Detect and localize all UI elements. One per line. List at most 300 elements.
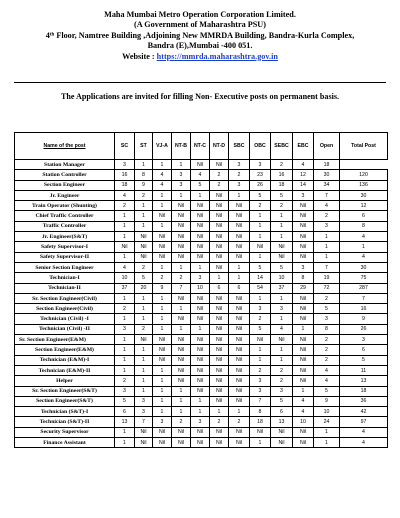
table-cell: 3 bbox=[135, 396, 153, 406]
table-cell: 10 bbox=[271, 273, 293, 283]
table-cell: 9 bbox=[340, 314, 388, 324]
post-name-cell: Train Operator (Shunting) bbox=[15, 201, 115, 211]
table-cell: Nil bbox=[153, 252, 172, 262]
table-cell: Nil bbox=[191, 427, 210, 437]
table-cell: 1 bbox=[153, 190, 172, 200]
post-name-cell: Technician (S&T)-I bbox=[15, 407, 115, 417]
table-cell: 2 bbox=[314, 293, 340, 303]
table-cell: Nil bbox=[191, 345, 210, 355]
table-cell: 1 bbox=[115, 293, 135, 303]
post-name-cell: Jr. Engineer(S&T) bbox=[15, 232, 115, 242]
table-cell: 3 bbox=[172, 170, 191, 180]
table-cell: Nil bbox=[229, 201, 250, 211]
table-cell: Nil bbox=[153, 242, 172, 252]
table-cell: Nil bbox=[135, 438, 153, 448]
table-cell: Nil bbox=[210, 304, 229, 314]
table-cell: Nil bbox=[293, 201, 314, 211]
table-cell: Nil bbox=[271, 335, 293, 345]
address-line-2: Bandra (E),Mumbai -400 051. bbox=[147, 41, 253, 51]
table-cell: 2 bbox=[115, 201, 135, 211]
table-cell: 3 bbox=[191, 273, 210, 283]
table-cell: Nil bbox=[293, 242, 314, 252]
post-name-cell: Technician (Civil) -I bbox=[15, 314, 115, 324]
table-header-row bbox=[15, 133, 388, 160]
table-cell: Nil bbox=[229, 386, 250, 396]
table-cell: 1 bbox=[115, 221, 135, 231]
column-header: EBC bbox=[293, 133, 314, 160]
table-cell: 5 bbox=[250, 262, 271, 272]
table-cell: 4 bbox=[340, 232, 388, 242]
table-cell: Nil bbox=[250, 335, 271, 345]
table-cell: 10 bbox=[115, 273, 135, 283]
table-cell: 4 bbox=[153, 180, 172, 190]
table-cell: 5 bbox=[271, 190, 293, 200]
table-cell: 1 bbox=[340, 242, 388, 252]
table-cell: 11 bbox=[340, 365, 388, 375]
table-cell: 1 bbox=[135, 376, 153, 386]
table-cell: 3 bbox=[229, 180, 250, 190]
table-cell: 2 bbox=[250, 314, 271, 324]
table-cell: 97 bbox=[340, 417, 388, 427]
table-cell: Nil bbox=[293, 376, 314, 386]
table-cell: Nil bbox=[293, 211, 314, 221]
table-cell: 2 bbox=[314, 355, 340, 365]
table-cell: 10 bbox=[191, 283, 210, 293]
table-cell: 9 bbox=[153, 283, 172, 293]
table-cell: 1 bbox=[271, 232, 293, 242]
post-name-cell: Jr. Engineer bbox=[15, 190, 115, 200]
post-name-cell: Sr. Section Engineer(E&M) bbox=[15, 335, 115, 345]
table-cell: 1 bbox=[115, 211, 135, 221]
table-cell: 1 bbox=[153, 386, 172, 396]
table-cell: 1 bbox=[172, 407, 191, 417]
table-cell: 1 bbox=[172, 386, 191, 396]
column-header: Name of the post bbox=[15, 133, 115, 160]
table-cell: 6 bbox=[229, 283, 250, 293]
table-cell: 18 bbox=[250, 417, 271, 427]
header-divider bbox=[14, 82, 386, 83]
table-cell: Nil bbox=[210, 355, 229, 365]
table-cell: 1 bbox=[229, 407, 250, 417]
table-cell: 1 bbox=[115, 314, 135, 324]
table-cell: Nil bbox=[172, 335, 191, 345]
table-cell: 1 bbox=[172, 324, 191, 334]
table-cell: 10 bbox=[293, 417, 314, 427]
table-cell: 1 bbox=[172, 190, 191, 200]
table-cell: 8 bbox=[314, 324, 340, 334]
table-cell: 3 bbox=[250, 376, 271, 386]
table-cell: 3 bbox=[115, 160, 135, 170]
table-cell: 2 bbox=[271, 160, 293, 170]
table-cell: 4 bbox=[153, 170, 172, 180]
table-row bbox=[15, 314, 388, 324]
table-cell: Nil bbox=[229, 335, 250, 345]
table-cell: Nil bbox=[172, 221, 191, 231]
table-cell: 1 bbox=[115, 355, 135, 365]
table-cell: 10 bbox=[314, 407, 340, 417]
table-cell: 1 bbox=[314, 438, 340, 448]
table-cell: 9 bbox=[314, 396, 340, 406]
table-cell: 1 bbox=[229, 273, 250, 283]
table-cell: Nil bbox=[210, 190, 229, 200]
letterhead bbox=[20, 10, 380, 62]
table-cell: 1 bbox=[172, 160, 191, 170]
table-row bbox=[15, 160, 388, 170]
post-name-cell: Technician (S&T)-II bbox=[15, 417, 115, 427]
table-cell: Nil bbox=[271, 438, 293, 448]
table-cell: Nil bbox=[271, 242, 293, 252]
table-cell: Nil bbox=[210, 427, 229, 437]
table-cell: 1 bbox=[153, 221, 172, 231]
table-cell: 1 bbox=[191, 190, 210, 200]
table-cell: 7 bbox=[135, 417, 153, 427]
table-cell: Nil bbox=[229, 365, 250, 375]
table-cell: Nil bbox=[293, 345, 314, 355]
table-cell: 2 bbox=[229, 170, 250, 180]
table-cell: Nil bbox=[153, 427, 172, 437]
table-row bbox=[15, 376, 388, 386]
table-cell: Nil bbox=[229, 252, 250, 262]
table-cell: 3 bbox=[172, 180, 191, 190]
post-name-cell: Section Engineer(S&T) bbox=[15, 396, 115, 406]
table-cell: 1 bbox=[135, 304, 153, 314]
table-cell: 13 bbox=[340, 376, 388, 386]
table-cell: 5 bbox=[340, 355, 388, 365]
table-cell: 2 bbox=[250, 201, 271, 211]
column-header: SBC bbox=[229, 133, 250, 160]
column-header: NT-C bbox=[191, 133, 210, 160]
table-cell: Nil bbox=[229, 242, 250, 252]
table-cell: Nil bbox=[172, 293, 191, 303]
table-cell: 18 bbox=[314, 160, 340, 170]
table-cell: 14 bbox=[250, 273, 271, 283]
table-cell: 5 bbox=[135, 273, 153, 283]
post-name-cell: Chief Traffic Controller bbox=[15, 211, 115, 221]
website-link[interactable]: https://mmrda.maharashtra.gov.in bbox=[156, 51, 278, 61]
table-cell: Nil bbox=[172, 242, 191, 252]
table-cell: Nil bbox=[293, 427, 314, 437]
table-cell: Nil bbox=[210, 345, 229, 355]
table-cell: 3 bbox=[115, 324, 135, 334]
table-cell: Nil bbox=[210, 396, 229, 406]
table-cell: Nil bbox=[210, 201, 229, 211]
post-name-cell: Section Engineer bbox=[15, 180, 115, 190]
table-cell: 1 bbox=[135, 201, 153, 211]
table-cell: 3 bbox=[340, 335, 388, 345]
post-name-cell: Safety Supervisor-I bbox=[15, 242, 115, 252]
table-cell: Nil bbox=[191, 386, 210, 396]
table-cell: Nil bbox=[153, 232, 172, 242]
table-cell: Nil bbox=[191, 376, 210, 386]
table-cell: 4 bbox=[271, 324, 293, 334]
table-cell: Nil bbox=[172, 314, 191, 324]
table-cell: Nil bbox=[229, 324, 250, 334]
table-cell: 4 bbox=[115, 190, 135, 200]
table-cell: 18 bbox=[340, 386, 388, 396]
table-row bbox=[15, 324, 388, 334]
table-cell: Nil bbox=[172, 201, 191, 211]
post-name-cell: Technician-II bbox=[15, 283, 115, 293]
post-name-cell: Finance Assistant bbox=[15, 438, 115, 448]
table-cell: 72 bbox=[314, 283, 340, 293]
table-cell: 7 bbox=[314, 190, 340, 200]
table-cell: 1 bbox=[153, 262, 172, 272]
table-cell: Nil bbox=[293, 232, 314, 242]
table-cell: 2 bbox=[314, 345, 340, 355]
table-row bbox=[15, 170, 388, 180]
table-cell: Nil bbox=[191, 252, 210, 262]
table-cell: Nil bbox=[191, 335, 210, 345]
post-name-cell: Traffic Controller bbox=[15, 221, 115, 231]
table-cell: 3 bbox=[314, 314, 340, 324]
table-cell: Nil bbox=[229, 211, 250, 221]
column-header: Total Post bbox=[340, 133, 388, 160]
table-cell: Nil bbox=[153, 335, 172, 345]
column-header: NT-D bbox=[210, 133, 229, 160]
table-cell: Nil bbox=[172, 211, 191, 221]
table-cell: Nil bbox=[229, 396, 250, 406]
table-cell: 4 bbox=[314, 201, 340, 211]
table-cell: 16 bbox=[271, 170, 293, 180]
table-cell: 13 bbox=[115, 417, 135, 427]
table-cell: 1 bbox=[314, 252, 340, 262]
table-cell: Nil bbox=[229, 314, 250, 324]
table-cell: Nil bbox=[293, 304, 314, 314]
table-cell: 2 bbox=[210, 170, 229, 180]
table-cell: Nil bbox=[229, 293, 250, 303]
table-cell: Nil bbox=[210, 242, 229, 252]
table-cell: Nil bbox=[210, 232, 229, 242]
table-cell: 1 bbox=[153, 293, 172, 303]
table-cell: 4 bbox=[340, 427, 388, 437]
table-cell: 20 bbox=[135, 283, 153, 293]
table-cell: 12 bbox=[293, 170, 314, 180]
post-name-cell: Security Supervisor bbox=[15, 427, 115, 437]
table-row bbox=[15, 252, 388, 262]
org-name: Maha Mumbai Metro Operation Corporation Limited. bbox=[104, 10, 296, 19]
table-cell: 18 bbox=[271, 180, 293, 190]
table-cell: 30 bbox=[314, 170, 340, 180]
table-cell: Nil bbox=[191, 365, 210, 375]
table-cell: 1 bbox=[115, 335, 135, 345]
table-cell: 37 bbox=[115, 283, 135, 293]
post-name-cell: Safety Supervisor-II bbox=[15, 252, 115, 262]
column-header: ST bbox=[135, 133, 153, 160]
table-cell: Nil bbox=[191, 232, 210, 242]
table-cell: 1 bbox=[250, 221, 271, 231]
table-cell: Nil bbox=[191, 438, 210, 448]
table-cell: 23 bbox=[250, 170, 271, 180]
table-cell: 18 bbox=[115, 180, 135, 190]
table-cell: 3 bbox=[191, 417, 210, 427]
table-cell: Nil bbox=[293, 314, 314, 324]
table-cell: 2 bbox=[115, 304, 135, 314]
table-cell: Nil bbox=[210, 324, 229, 334]
table-cell: 9 bbox=[135, 180, 153, 190]
table-cell: 2 bbox=[153, 273, 172, 283]
table-cell: 4 bbox=[314, 365, 340, 375]
table-row bbox=[15, 365, 388, 375]
table-cell: 1 bbox=[115, 345, 135, 355]
table-cell: 1 bbox=[172, 396, 191, 406]
table-cell: 1 bbox=[135, 355, 153, 365]
table-cell: 1 bbox=[271, 314, 293, 324]
table-cell: 34 bbox=[314, 180, 340, 190]
table-cell: 24 bbox=[314, 417, 340, 427]
table-cell: Nil bbox=[172, 345, 191, 355]
table-cell: 7 bbox=[340, 293, 388, 303]
table-cell: Nil bbox=[210, 335, 229, 345]
table-cell: 7 bbox=[172, 283, 191, 293]
table-cell: 1 bbox=[250, 438, 271, 448]
table-cell: 3 bbox=[293, 262, 314, 272]
table-cell: 2 bbox=[135, 324, 153, 334]
table-cell: Nil bbox=[191, 304, 210, 314]
table-cell: 5 bbox=[191, 180, 210, 190]
table-cell: Nil bbox=[153, 355, 172, 365]
column-header: SC bbox=[115, 133, 135, 160]
table-cell: 42 bbox=[340, 407, 388, 417]
table-cell: 4 bbox=[293, 396, 314, 406]
table-cell: 136 bbox=[340, 180, 388, 190]
table-cell: 6 bbox=[210, 283, 229, 293]
table-cell: Nil bbox=[135, 252, 153, 262]
table-cell: Nil bbox=[229, 438, 250, 448]
table-cell: 3 bbox=[293, 190, 314, 200]
table-cell: Nil bbox=[210, 314, 229, 324]
table-cell: 5 bbox=[115, 396, 135, 406]
table-cell: 16 bbox=[340, 304, 388, 314]
post-name-cell: Senior Section Engineer bbox=[15, 262, 115, 272]
table-cell: 1 bbox=[271, 211, 293, 221]
post-name-cell: Helper bbox=[15, 376, 115, 386]
table-cell: 13 bbox=[271, 417, 293, 427]
table-cell: 3 bbox=[250, 386, 271, 396]
table-cell: Nil bbox=[172, 355, 191, 365]
table-cell: Nil bbox=[135, 232, 153, 242]
table-cell: Nil bbox=[153, 345, 172, 355]
website-line bbox=[20, 52, 380, 62]
table-row bbox=[15, 427, 388, 437]
table-cell: 1 bbox=[135, 293, 153, 303]
table-row bbox=[15, 232, 388, 242]
table-cell: 26 bbox=[250, 180, 271, 190]
table-cell: Nil bbox=[293, 252, 314, 262]
table-row bbox=[15, 180, 388, 190]
table-cell: Nil bbox=[191, 355, 210, 365]
table-cell: 1 bbox=[115, 438, 135, 448]
table-row bbox=[15, 396, 388, 406]
table-cell: 1 bbox=[229, 262, 250, 272]
table-cell: 1 bbox=[314, 242, 340, 252]
table-cell: 5 bbox=[271, 396, 293, 406]
table-cell: 1 bbox=[229, 190, 250, 200]
table-cell: Nil bbox=[191, 160, 210, 170]
table-cell: 1 bbox=[135, 221, 153, 231]
table-row bbox=[15, 304, 388, 314]
table-cell: 4 bbox=[340, 438, 388, 448]
table-cell: Nil bbox=[229, 427, 250, 437]
table-cell: Nil bbox=[115, 242, 135, 252]
table-cell: 287 bbox=[340, 283, 388, 293]
table-cell: 4 bbox=[314, 376, 340, 386]
table-row bbox=[15, 283, 388, 293]
table-row bbox=[15, 242, 388, 252]
table-cell: 2 bbox=[250, 365, 271, 375]
table-row bbox=[15, 273, 388, 283]
table-cell: 1 bbox=[314, 232, 340, 242]
post-name-cell: Technician (E&M)-I bbox=[15, 355, 115, 365]
table-cell: 54 bbox=[250, 283, 271, 293]
table-cell: 3 bbox=[250, 160, 271, 170]
table-row bbox=[15, 345, 388, 355]
table-cell: 3 bbox=[229, 160, 250, 170]
table-cell: Nil bbox=[271, 252, 293, 262]
table-cell: 29 bbox=[293, 283, 314, 293]
table-cell: 8 bbox=[250, 407, 271, 417]
post-name-cell: Technician-I bbox=[15, 273, 115, 283]
table-cell: 4 bbox=[340, 252, 388, 262]
table-cell: 2 bbox=[314, 211, 340, 221]
table-cell: 1 bbox=[191, 324, 210, 334]
post-name-cell: Technician (Civil) -II bbox=[15, 324, 115, 334]
table-cell: Nil bbox=[191, 201, 210, 211]
table-cell: 1 bbox=[135, 386, 153, 396]
table-cell: 3 bbox=[153, 417, 172, 427]
table-cell: 16 bbox=[115, 170, 135, 180]
table-row bbox=[15, 417, 388, 427]
table-cell: Nil bbox=[210, 262, 229, 272]
table-cell: Nil bbox=[172, 438, 191, 448]
table-cell: 8 bbox=[293, 273, 314, 283]
table-cell: 5 bbox=[250, 190, 271, 200]
table-cell: 1 bbox=[135, 345, 153, 355]
table-cell: 1 bbox=[271, 221, 293, 231]
govt-label: (A Government of Maharashtra PSU) bbox=[134, 20, 266, 30]
table-cell: 3 bbox=[271, 386, 293, 396]
post-name-cell: Station Manager bbox=[15, 160, 115, 170]
table-cell: Nil bbox=[229, 355, 250, 365]
table-row bbox=[15, 262, 388, 272]
table-cell: 2 bbox=[271, 376, 293, 386]
table-cell: 1 bbox=[210, 407, 229, 417]
post-name-cell: Sr. Section Engineer(Civil) bbox=[15, 293, 115, 303]
table-cell: Nil bbox=[191, 242, 210, 252]
table-cell: Nil bbox=[172, 427, 191, 437]
table-cell: Nil bbox=[172, 252, 191, 262]
table-cell: 1 bbox=[153, 314, 172, 324]
table-cell: 1 bbox=[115, 427, 135, 437]
table-cell: Nil bbox=[191, 211, 210, 221]
table-cell: Nil bbox=[271, 427, 293, 437]
table-cell: 4 bbox=[293, 160, 314, 170]
table-cell: Nil bbox=[135, 427, 153, 437]
table-cell: Nil bbox=[135, 242, 153, 252]
table-row bbox=[15, 211, 388, 221]
table-cell: 1 bbox=[153, 324, 172, 334]
table-cell: 8 bbox=[340, 221, 388, 231]
table-cell: Nil bbox=[191, 293, 210, 303]
table-cell: Nil bbox=[293, 438, 314, 448]
table-cell: 120 bbox=[340, 170, 388, 180]
table-cell: Nil bbox=[172, 232, 191, 242]
table-cell: 7 bbox=[250, 396, 271, 406]
table-cell: Nil bbox=[210, 160, 229, 170]
table-cell: 5 bbox=[250, 324, 271, 334]
table-cell: 2 bbox=[172, 273, 191, 283]
table-cell: Nil bbox=[293, 221, 314, 231]
table-cell: 2 bbox=[229, 417, 250, 427]
